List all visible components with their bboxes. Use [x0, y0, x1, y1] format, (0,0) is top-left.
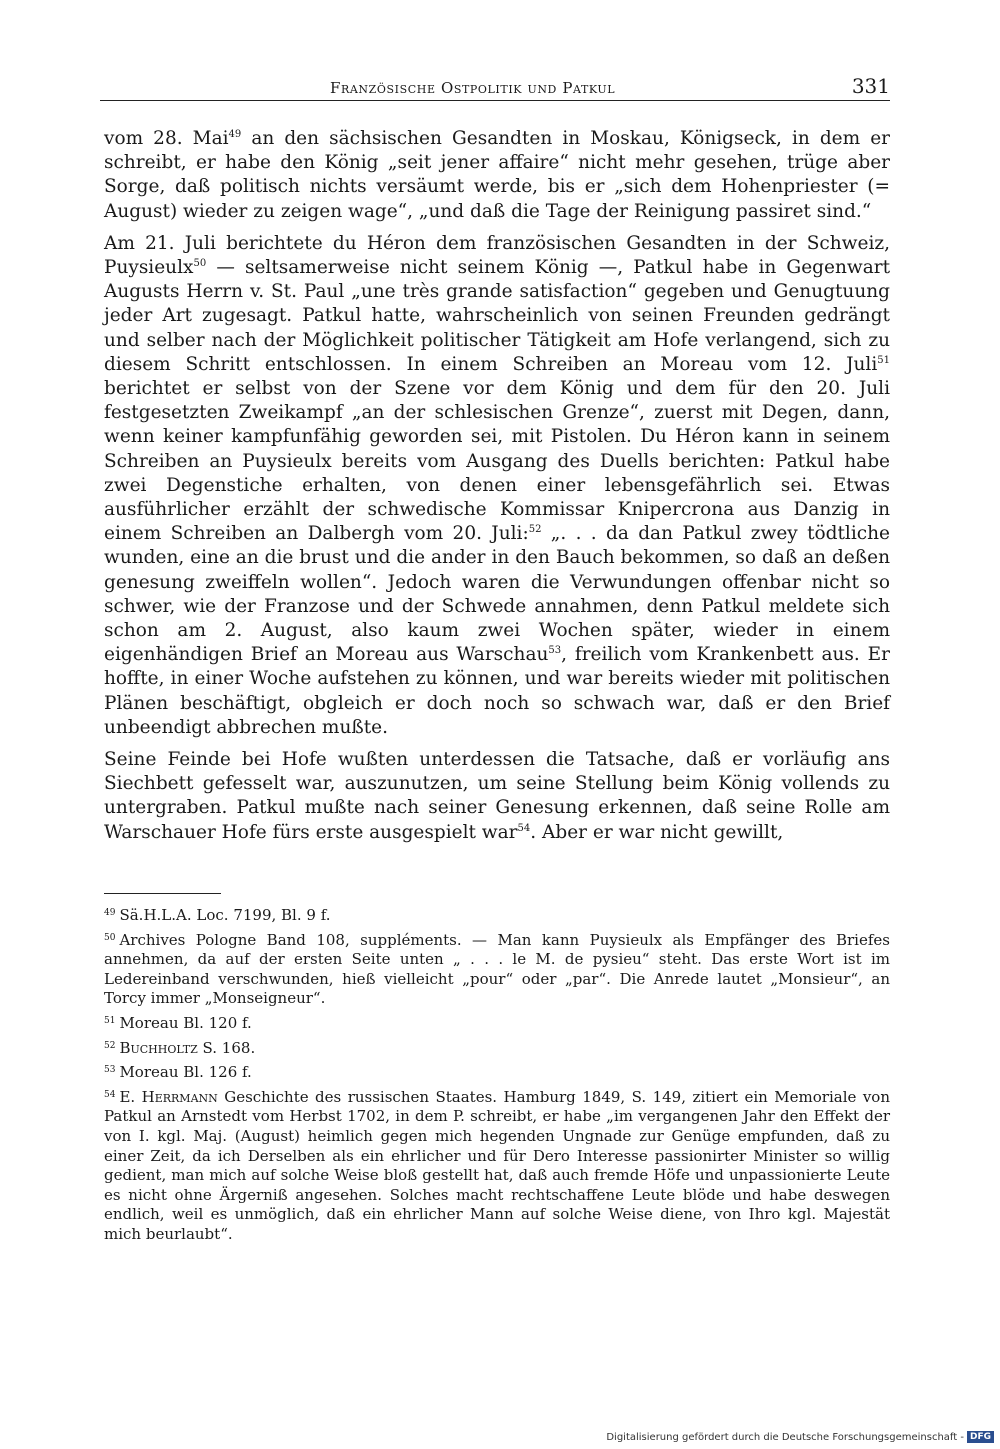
dfg-logo: DFG — [967, 1431, 994, 1443]
running-title: Französische Ostpolitik und Patkul — [330, 79, 616, 97]
footnote-text: Moreau Bl. 126 f. — [119, 1063, 252, 1082]
paragraph-2-text-e: , freilich vom Krankenbett aus. Er hoffte, in einer Woche aufstehen zu können, und war bereits wieder mit politischen Plänen beschäftigt, obgleich er doch noch so schwach war, daß er den Brief unbeendigt abbrechen mußte. — [104, 644, 890, 738]
footnote-number: 49 — [104, 908, 116, 918]
footnote-text: Archives Pologne Band 108, suppléments. — Man kann Puysieulx als Empfänger des Briefes annehmen, da auf der ersten Seite unten „ . . . le M. de pysieu“ steht. Das erste Wort ist im Ledereinband verschwunden, hieß vielleicht „pour“ oder „par“. Die Anrede lautet „Monsieur“, an Torcy immer „Monseigneur“. — [104, 930, 890, 1008]
paragraph-3-text-a: Seine Feinde bei Hofe wußten unterdessen die Tatsache, daß er vorläufig ans Siechbett gefesselt war, auszunutzen, um seine Stellung beim König vollends zu untergraben. Patkul mußte nach seiner Genesung erkennen, daß seine Rolle am Warschauer Hofe fürs erste ausgespielt war — [104, 749, 890, 843]
footnote-ref-53: 53 — [548, 645, 562, 657]
footnote-number: 50 — [104, 932, 116, 943]
paragraph-3-text-b: . Aber er war nicht gewillt, — [530, 821, 784, 843]
footnote-54 — [104, 1088, 890, 1245]
footnote-53 — [104, 1063, 890, 1083]
footnote-number: 54 — [104, 1089, 116, 1100]
footnote-ref-49: 49 — [228, 129, 242, 140]
footnote-50 — [104, 931, 890, 1009]
paragraph-1-text-b: an den sächsischen Gesandten in Moskau, Königseck, in dem er schreibt, er habe den König „seit jener affaire“ nicht mehr gesehen, trüge aber Sorge, daß politisch nichts versäumt werde, bis er „sich dem Hohenpriester (= August) wieder zu zeigen wage“, „und daß die Tage der Reinigung passiret sind.“ — [104, 128, 891, 222]
digitization-credit — [606, 1431, 994, 1443]
paragraph-2-text-a: Am 21. Juli berichtete du Héron dem französischen Gesandten in der Schweiz, Puysieulx — [104, 232, 890, 279]
footnote-text: Moreau Bl. 120 f. — [119, 1013, 252, 1032]
footnote-51 — [104, 1014, 890, 1034]
paragraph-1-text-a: vom 28. Mai — [104, 128, 229, 149]
running-header — [100, 74, 890, 101]
footnote-52 — [104, 1039, 890, 1059]
footnote-number: 53 — [104, 1065, 116, 1076]
footnote-author: E. Herrmann — [119, 1087, 218, 1106]
footnote-text: Geschichte des russischen Staates. Hamburg 1849, S. 149, zitiert ein Memoriale von Patkul an Arnstedt vom Herbst 1702, in dem P. schreibt, er habe „im vergangenen Jahr den Effekt der von I. kgl. Maj. (August) heimlich gegen mich hegenden Ungnade zur Genüge empfunden, daß zu einer Zeit, da ich Derselben als ein ehrlicher und für Dero Interesse passionirter Minister so willig gedient, man mich auf solche Weise bloß gestellt hat, daß auch fremde Höfe und unpassionierte Leute es nicht ohne Ärgerniß angesehen. Solches macht rechtschaffene Leute blöde und habe deswegen endlich, weil es unmöglich, daß ein ehrlicher Mann auf solche Weise diene, von Ihro kgl. Majestät mich beurlaubt“. — [104, 1087, 890, 1243]
footnote-49 — [104, 906, 890, 926]
footnote-ref-51: 51 — [877, 354, 890, 366]
paragraph-2-text-c: berichtet er selbst von der Szene vor dem König und dem für den 20. Juli festgesetzten Zweikampf „an der schlesischen Grenze“, zuerst mit Degen, dann, wenn keiner kampfunfähig geworden sei, mit Pistolen. Du Héron kann in seinem Schreiben an Puysieulx bereits vom Ausgang des Duells berichten: Patkul habe zwei Degenstiche erhalten, von denen einer lebensgefährlich sei. Etwas ausführlicher erzählt der schwedische Kommissar Knipercrona aus Danzig in einem Schreiben an Dalbergh vom 20. Juli: — [104, 378, 890, 545]
footnote-ref-52: 52 — [528, 524, 542, 536]
footnote-text: Sä.H.L.A. Loc. 7199, Bl. 9 f. — [119, 906, 331, 924]
footnote-separator — [104, 893, 221, 894]
paragraph-2-text-b: — seltsamerweise nicht seinem König —, Patkul habe in Gegenwart Augusts Herrn v. St. Paul „une très grande satisfaction“ gegeben und Genugtuung jeder Art zugesagt. Patkul hatte, wahrscheinlich von seinen Freunden gedrängt und selber nach der Möglichkeit politischer Tätigkeit am Hofe verlangend, sich zu diesem Schritt entschlossen. In einem Schreiben an Moreau vom 12. Juli — [104, 257, 890, 375]
footnote-author: Buchholtz — [119, 1038, 198, 1057]
footnotes — [104, 906, 890, 1250]
footnote-text: S. 168. — [197, 1038, 256, 1057]
paragraph-3 — [104, 748, 890, 845]
paragraph-2-text-d: „. . . da dan Patkul zwey tödtliche wunden, eine an die brust und die ander in den Bauch bekommen, so daß an deßen genesung zweiffeln wollen“. Jedoch waren die Verwundungen offenbar nicht so schwer, wie der Franzose und der Schwede annahmen, denn Patkul meldete sich schon am 2. August, also kaum zwei Wochen später, wieder in einem eigenhändigen Brief an Moreau aus Warschau — [104, 523, 890, 666]
footnote-ref-50: 50 — [193, 258, 207, 270]
page-number: 331 — [851, 74, 890, 98]
footnote-number: 51 — [104, 1015, 116, 1026]
credit-text: Digitalisierung gefördert durch die Deutsche Forschungsgemeinschaft - — [606, 1431, 964, 1443]
footnote-ref-54: 54 — [517, 822, 531, 834]
footnote-number: 52 — [104, 1040, 116, 1051]
main-text — [104, 127, 890, 853]
paragraph-1 — [104, 127, 890, 224]
paragraph-2 — [104, 232, 890, 740]
